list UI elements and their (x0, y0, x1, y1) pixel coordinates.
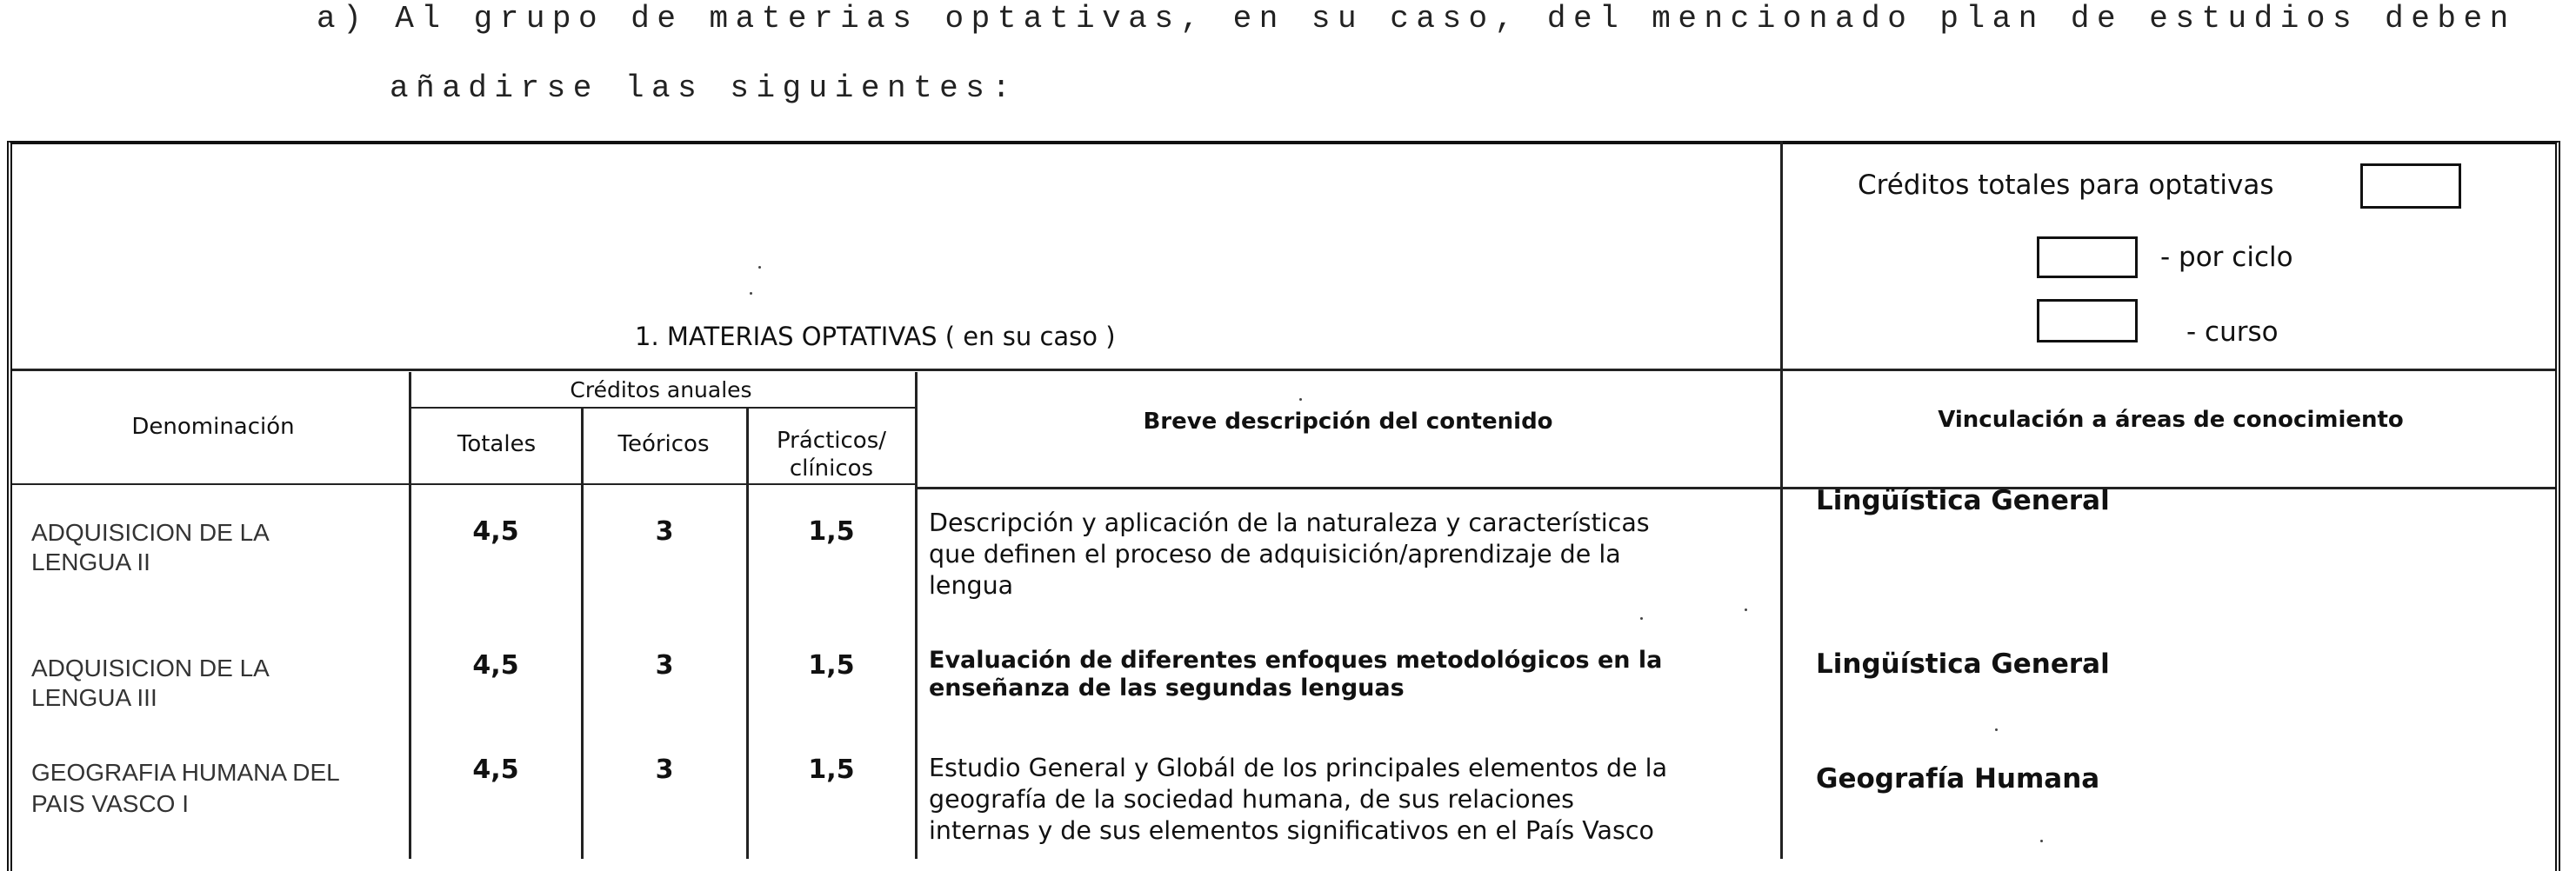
row-1-description-line-1: Descripción y aplicación de la naturaleza y características (929, 509, 1650, 537)
credits-subdivider (409, 407, 915, 409)
per-cycle-box (2037, 236, 2138, 278)
scan-speck (758, 266, 761, 269)
row-1-description-line-2: que definen el proceso de adquisición/aprendizaje de la (929, 540, 1621, 568)
column-header-vinculacion: Vinculación a áreas de conocimiento (1938, 407, 2404, 433)
column-header-descripcion: Breve descripción del contenido (1143, 409, 1553, 435)
scan-speck (2040, 840, 2043, 842)
col-divider-name (409, 372, 411, 859)
row-2-name-line-1: ADQUISICION DE LA (31, 655, 270, 682)
per-cycle-label: - por ciclo (2160, 242, 2293, 273)
credits-total-label: Créditos totales para optativas (1858, 170, 2274, 201)
column-header-practicos-line-2: clínicos (789, 455, 874, 482)
row-1-name-line-1: ADQUISICION DE LA (31, 519, 270, 546)
row-2-description-line-1: Evaluación de diferentes enfoques metodológicos en la (929, 647, 1663, 674)
row-2-teoricos: 3 (655, 650, 674, 681)
col-divider-totales (581, 409, 584, 859)
row-3-description-line-2: geografía de la sociedad humana, de sus relaciones (929, 785, 1575, 814)
row-3-area: Geografía Humana (1816, 763, 2100, 795)
row-1-practicos: 1,5 (808, 516, 855, 547)
scan-speck (1640, 617, 1643, 620)
section-title: 1. MATERIAS OPTATIVAS ( en su caso ) (635, 322, 1116, 351)
row-1-totales: 4,5 (472, 516, 519, 547)
row-3-description-line-1: Estudio General y Globál de los principales elementos de la (929, 754, 1668, 782)
scan-speck (1299, 398, 1302, 401)
subheader-divider (917, 487, 2555, 489)
scan-speck (1745, 608, 1747, 611)
row-3-name-line-1: GEOGRAFIA HUMANA DEL (31, 759, 340, 786)
intro-line-1: a) Al grupo de materias optativas, en su caso, del mencionado plan de estudios deben (317, 1, 2516, 37)
column-header-creditos-anuales: Créditos anuales (570, 377, 752, 402)
row-1-area: Lingüística General (1816, 485, 2110, 516)
col-divider-practicos (915, 372, 918, 859)
row-2-description-line-2: enseñanza de las segundas lenguas (929, 675, 1405, 701)
row-3-name-line-2: PAIS VASCO I (31, 790, 190, 817)
row-1-name-line-2: LENGUA II (31, 549, 150, 575)
row-2-area: Lingüística General (1816, 648, 2110, 680)
row-1-teoricos: 3 (655, 516, 674, 547)
intro-line-2: añadirse las siguientes: (390, 70, 1018, 106)
column-header-teoricos: Teóricos (617, 431, 710, 457)
header-divider (12, 369, 2555, 371)
column-header-totales: Totales (457, 431, 537, 457)
row-2-totales: 4,5 (472, 650, 519, 681)
row-3-description-line-3: internas y de sus elementos significativos en el País Vasco (929, 816, 1654, 845)
row-2-name-line-2: LENGUA III (31, 684, 157, 711)
credits-bottom-divider (12, 483, 917, 485)
scan-speck (750, 292, 752, 295)
row-1-description-line-3: lengua (929, 571, 1014, 600)
row-3-teoricos: 3 (655, 755, 674, 785)
row-3-practicos: 1,5 (808, 755, 855, 785)
credits-total-box (2360, 163, 2461, 209)
col-divider-area (1780, 141, 1783, 859)
column-header-denominacion: Denominación (131, 414, 295, 440)
row-3-totales: 4,5 (472, 755, 519, 785)
column-header-practicos-line-1: Prácticos/ (776, 428, 887, 454)
per-course-label: - curso (2186, 316, 2279, 348)
per-course-box (2037, 299, 2138, 342)
col-divider-teoricos (746, 409, 749, 859)
scan-speck (1995, 728, 1998, 731)
row-2-practicos: 1,5 (808, 650, 855, 681)
